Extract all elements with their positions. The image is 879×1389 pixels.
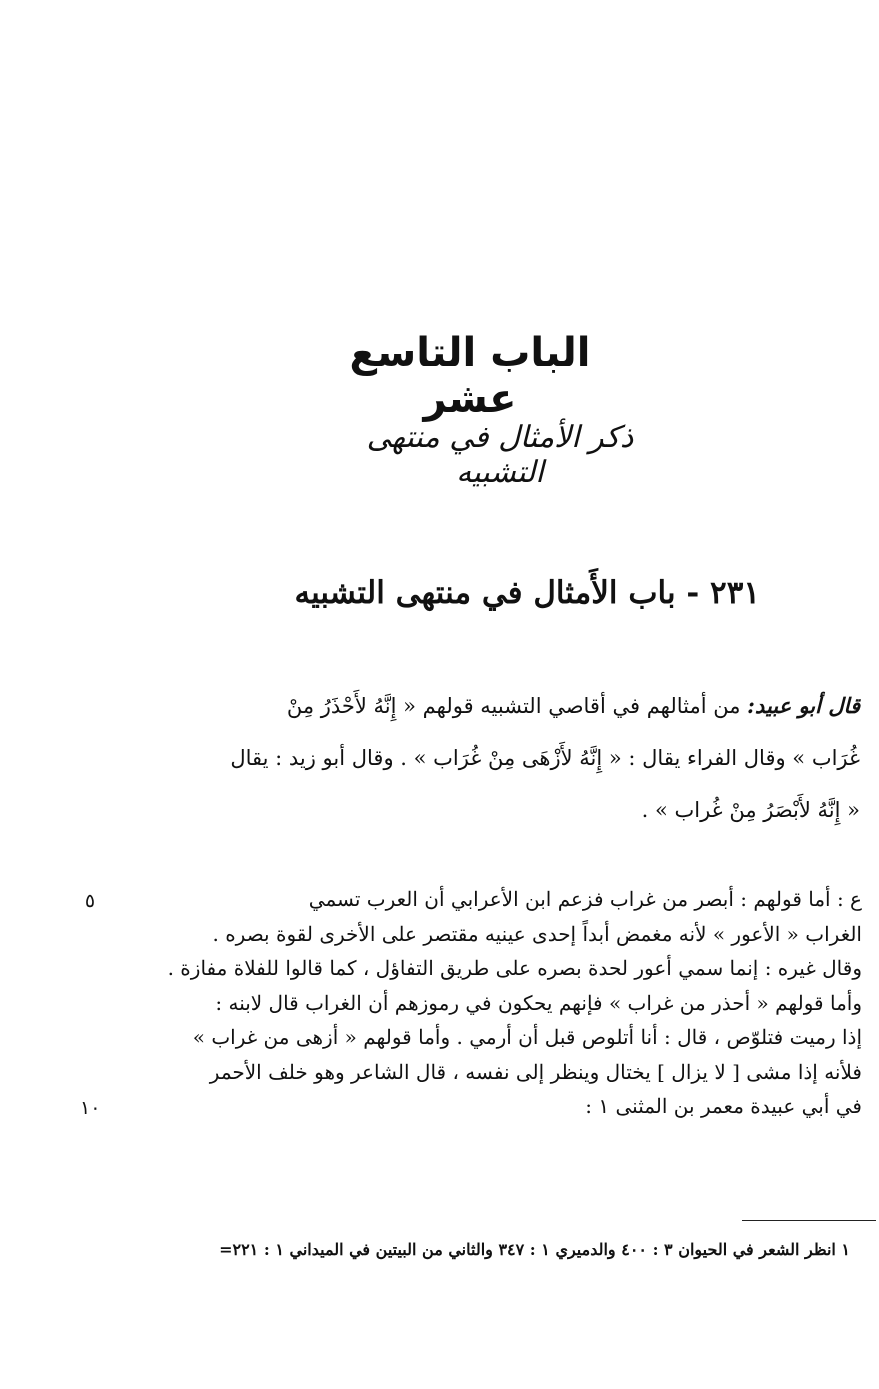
intro-paragraph: [138, 680, 860, 836]
body-line: الغراب « الأعور » لأنه مغمض أبداً إحدى عينيه مقتصر على الأخرى لقوة بصره .: [212, 921, 862, 946]
body-line: فلأنه إذا مشى [ لا يزال ] يختال وينظر إلى نفسه ، قال الشاعر وهو خلف الأحمر: [209, 1059, 862, 1084]
chapter-subtitle: ذكر الأمثال في منتهى التشبيه: [366, 420, 634, 490]
intro-line: [138, 680, 860, 732]
body-paragraph: [150, 882, 862, 1124]
chapter-title: الباب التاسع عشر: [349, 330, 591, 422]
body-line: وأما قولهم « أحذر من غراب » فإنهم يحكون في رموزهم أن الغراب قال لابنه :: [215, 990, 862, 1015]
body-line: ع : أما قولهم : أبصر من غراب فزعم ابن الأعرابي أن العرب تسمي: [308, 887, 862, 911]
line-number-10: ١٠: [80, 1097, 101, 1119]
intro-line: غُرَاب » وقال الفراء يقال : « إِنَّهُ لأَزْهَى مِنْ غُرَاب » . وقال أبو زيد : يقال: [230, 746, 860, 770]
line-number-5: ٥: [84, 890, 96, 912]
footnote: ١ انظر الشعر في الحيوان ٣ : ٤٠٠ والدميري ١ : ٣٤٧ والثاني من البيتين في الميداني ١ : ٢٢١=: [219, 1240, 850, 1259]
intro-line-text: من أمثالهم في أقاصي التشبيه قولهم « إِنَّهُ لأَحْذَرُ مِنْ: [286, 694, 741, 718]
footnote-divider: [742, 1220, 876, 1221]
body-line: وقال غيره : إنما سمي أعور لحدة بصره على طريق التفاؤل ، كما قالوا للفلاة مفازة .: [167, 956, 862, 980]
intro-line: « إِنَّهُ لأَبْصَرُ مِنْ غُراب » .: [641, 798, 860, 822]
body-line: في أبي عبيدة معمر بن المثنى ١ :: [585, 1094, 862, 1118]
section-heading: ٢٣١ - باب الأَمثال في منتهى التشبيه: [294, 575, 760, 611]
body-line: إذا رميت فتلوّص ، قال : أنا أتلوص قبل أن أرمي . وأما قولهم « أزهى من غراب »: [192, 1025, 862, 1049]
speaker-name: قال أبو عبيد:: [747, 693, 860, 718]
